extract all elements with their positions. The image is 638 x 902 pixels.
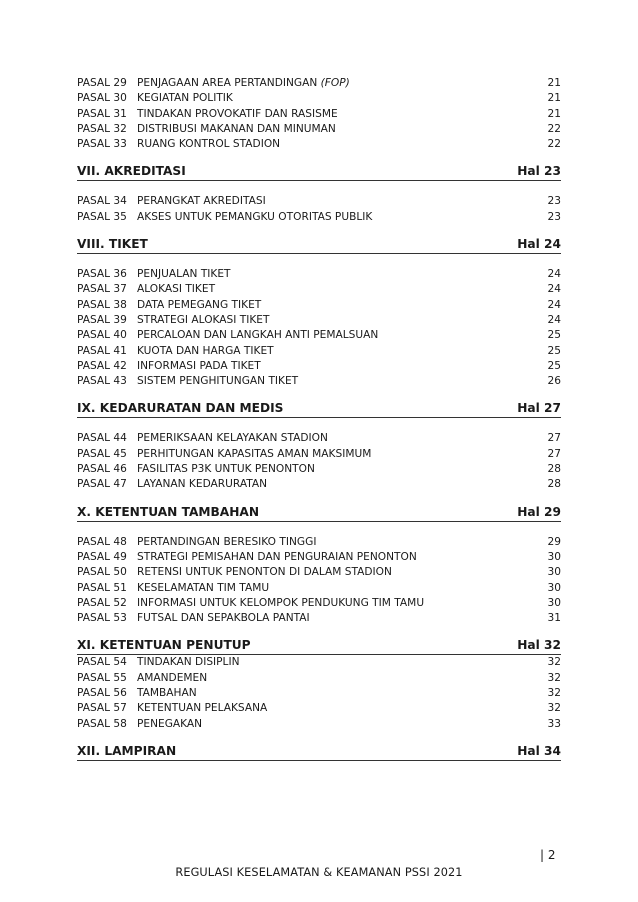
- entry-title: [137, 107, 521, 122]
- toc-section-heading: [77, 236, 561, 254]
- entry-page: 26: [547, 375, 561, 388]
- toc-entry: [77, 374, 561, 389]
- toc-entry: [77, 137, 561, 152]
- entry-number: PASAL 51: [77, 581, 127, 594]
- entry-number: PASAL 48: [77, 535, 127, 548]
- section-title: X. KETENTUAN TAMBAHAN: [77, 504, 260, 519]
- toc-entry: [77, 535, 561, 550]
- entry-title-text: PERTANDINGAN BERESIKO TINGGI: [137, 535, 317, 548]
- entry-title: [137, 91, 521, 106]
- entry-title-text: KETENTUAN PELAKSANA: [137, 702, 268, 715]
- entry-title: [137, 210, 521, 225]
- entry-number: PASAL 30: [77, 92, 127, 105]
- entry-title: [137, 359, 521, 374]
- entry-title-text: PEMERIKSAAN KELAYAKAN STADION: [137, 432, 328, 445]
- entry-title-italic: (FOP): [320, 77, 350, 89]
- entry-title-text: PERANGKAT AKREDITASI: [137, 195, 266, 208]
- entry-title-text: RUANG KONTROL STADION: [137, 138, 281, 151]
- section-page: Hal 34: [517, 743, 561, 758]
- section-title: XI. KETENTUAN PENUTUP: [77, 638, 251, 653]
- section-page: Hal 32: [517, 638, 561, 653]
- table-of-contents: [77, 76, 561, 761]
- toc-entry: [77, 717, 561, 732]
- entry-number: PASAL 42: [77, 359, 127, 372]
- toc-entry: [77, 565, 561, 580]
- entry-page: 31: [547, 612, 561, 625]
- entry-title-text: PERCALOAN DAN LANGKAH ANTI PEMALSUAN: [137, 329, 379, 342]
- entry-number: PASAL 41: [77, 344, 127, 357]
- entry-page: 25: [547, 344, 561, 357]
- toc-entry: [77, 581, 561, 596]
- toc-entry: [77, 462, 561, 477]
- entry-page: 28: [547, 478, 561, 491]
- entry-title: [137, 671, 521, 686]
- entry-number: PASAL 44: [77, 432, 127, 445]
- section-spacer: [77, 389, 561, 400]
- entry-title-text: KESELAMATAN TIM TAMU: [137, 581, 270, 594]
- entry-number: PASAL 55: [77, 671, 127, 684]
- footer-page-number: | 2: [540, 848, 556, 862]
- entry-number: PASAL 50: [77, 566, 127, 579]
- entry-title: [137, 122, 521, 137]
- entry-title-text: STRATEGI ALOKASI TIKET: [137, 313, 270, 326]
- toc-entry: [77, 655, 561, 670]
- entry-page: 21: [547, 77, 561, 89]
- entry-page: 33: [547, 717, 561, 730]
- section-title: VIII. TIKET: [77, 237, 148, 252]
- entry-title-text: STRATEGI PEMISAHAN DAN PENGURAIAN PENONTON: [137, 550, 417, 563]
- toc-entry: [77, 447, 561, 462]
- entry-number: PASAL 45: [77, 447, 127, 460]
- entry-page: 32: [547, 687, 561, 700]
- entry-number: PASAL 29: [77, 77, 127, 89]
- entry-page: 32: [547, 656, 561, 669]
- entry-title: [137, 328, 521, 343]
- entry-title-text: PENJAGAAN AREA PERTANDINGAN: [137, 77, 318, 89]
- entry-title-text: ALOKASI TIKET: [137, 283, 216, 296]
- entry-page: 30: [547, 550, 561, 563]
- entry-title-text: PERHITUNGAN KAPASITAS AMAN MAKSIMUM: [137, 447, 372, 460]
- entry-page: 27: [547, 432, 561, 445]
- toc-section-heading: [77, 637, 561, 655]
- toc-entry: [77, 344, 561, 359]
- toc-entry: [77, 76, 561, 91]
- toc-entry: [77, 701, 561, 716]
- entry-page: 29: [547, 535, 561, 548]
- toc-entry: [77, 298, 561, 313]
- toc-section-heading: [77, 400, 561, 418]
- entry-number: PASAL 49: [77, 550, 127, 563]
- toc-entry: [77, 328, 561, 343]
- entry-number: PASAL 47: [77, 478, 127, 491]
- entry-title: [137, 267, 521, 282]
- toc-section-heading: [77, 504, 561, 522]
- entry-title-text: FASILITAS P3K UNTUK PENONTON: [137, 463, 315, 476]
- entry-title: [137, 282, 521, 297]
- entry-number: PASAL 35: [77, 210, 127, 223]
- entry-title-text: SISTEM PENGHITUNGAN TIKET: [137, 375, 299, 388]
- entry-number: PASAL 33: [77, 138, 127, 151]
- entry-title: [137, 550, 521, 565]
- toc-entry: [77, 194, 561, 209]
- entry-number: PASAL 40: [77, 329, 127, 342]
- entry-title-text: KUOTA DAN HARGA TIKET: [137, 344, 274, 357]
- entry-page: 30: [547, 596, 561, 609]
- entry-page: 24: [547, 283, 561, 296]
- entry-title: [137, 374, 521, 389]
- entry-title-text: TAMBAHAN: [137, 687, 197, 700]
- entry-title-text: INFORMASI UNTUK KELOMPOK PENDUKUNG TIM TAMU: [137, 596, 425, 609]
- entry-title-text: TINDAKAN DISIPLIN: [137, 656, 240, 669]
- entry-page: 27: [547, 447, 561, 460]
- entry-title: [137, 717, 521, 732]
- entry-title: [137, 596, 521, 611]
- entry-page: 21: [547, 107, 561, 120]
- entry-number: PASAL 32: [77, 122, 127, 135]
- entry-title-text: DISTRIBUSI MAKANAN DAN MINUMAN: [137, 122, 336, 135]
- entry-title: [137, 477, 521, 492]
- entry-number: PASAL 57: [77, 702, 127, 715]
- toc-entry: [77, 596, 561, 611]
- entry-number: PASAL 38: [77, 298, 127, 311]
- section-page: Hal 24: [517, 237, 561, 252]
- entry-number: PASAL 39: [77, 313, 127, 326]
- entry-number: PASAL 53: [77, 612, 127, 625]
- entry-title-text: AMANDEMEN: [137, 671, 208, 684]
- entry-title: [137, 298, 521, 313]
- toc-entry: [77, 210, 561, 225]
- entry-number: PASAL 31: [77, 107, 127, 120]
- section-spacer: [77, 181, 561, 194]
- toc-entry: [77, 477, 561, 492]
- toc-entry: [77, 359, 561, 374]
- entry-page: 21: [547, 92, 561, 105]
- section-title: XII. LAMPIRAN: [77, 743, 177, 758]
- toc-entry: [77, 611, 561, 626]
- section-page: Hal 27: [517, 401, 561, 416]
- section-spacer: [77, 254, 561, 267]
- entry-title: [137, 655, 521, 670]
- entry-page: 23: [547, 195, 561, 208]
- toc-section-heading: [77, 743, 561, 761]
- entry-title: [137, 581, 521, 596]
- section-spacer: [77, 522, 561, 535]
- entry-title: [137, 535, 521, 550]
- entry-page: 32: [547, 702, 561, 715]
- entry-page: 22: [547, 138, 561, 151]
- entry-page: 23: [547, 210, 561, 223]
- entry-title: [137, 701, 521, 716]
- section-spacer: [77, 225, 561, 236]
- entry-title-text: INFORMASI PADA TIKET: [137, 359, 261, 372]
- entry-number: PASAL 43: [77, 375, 127, 388]
- entry-page: 24: [547, 313, 561, 326]
- entry-number: PASAL 34: [77, 195, 127, 208]
- entry-title: [137, 447, 521, 462]
- section-spacer: [77, 152, 561, 163]
- section-spacer: [77, 626, 561, 637]
- entry-title-text: PENEGAKAN: [137, 717, 203, 730]
- entry-page: 25: [547, 329, 561, 342]
- entry-page: 28: [547, 463, 561, 476]
- section-spacer: [77, 418, 561, 431]
- toc-entry: [77, 122, 561, 137]
- entry-title: [137, 686, 521, 701]
- footer-document-title: REGULASI KESELAMATAN & KEAMANAN PSSI 2021: [175, 866, 463, 879]
- entry-number: PASAL 46: [77, 463, 127, 476]
- entry-title-text: TINDAKAN PROVOKATIF DAN RASISME: [137, 107, 338, 120]
- entry-page: 32: [547, 671, 561, 684]
- entry-title: [137, 431, 521, 446]
- section-page: Hal 23: [517, 164, 561, 179]
- entry-title-text: PENJUALAN TIKET: [137, 268, 231, 281]
- toc-entry: [77, 550, 561, 565]
- section-page: Hal 29: [517, 504, 561, 519]
- entry-number: PASAL 52: [77, 596, 127, 609]
- toc-entry: [77, 282, 561, 297]
- entry-number: PASAL 56: [77, 687, 127, 700]
- toc-entry: [77, 431, 561, 446]
- entry-page: 30: [547, 566, 561, 579]
- entry-title: [137, 76, 521, 91]
- section-title: VII. AKREDITASI: [77, 164, 186, 179]
- entry-number: PASAL 37: [77, 283, 127, 296]
- entry-title-text: DATA PEMEGANG TIKET: [137, 298, 262, 311]
- entry-title-text: KEGIATAN POLITIK: [137, 92, 233, 105]
- entry-title: [137, 313, 521, 328]
- entry-title: [137, 137, 521, 152]
- entry-page: 24: [547, 268, 561, 281]
- entry-title: [137, 611, 521, 626]
- entry-title-text: AKSES UNTUK PEMANGKU OTORITAS PUBLIK: [137, 210, 373, 223]
- section-spacer: [77, 493, 561, 504]
- entry-title: [137, 194, 521, 209]
- entry-number: PASAL 36: [77, 268, 127, 281]
- toc-entry: [77, 671, 561, 686]
- entry-title: [137, 344, 521, 359]
- entry-page: 22: [547, 122, 561, 135]
- toc-section-heading: [77, 163, 561, 181]
- entry-page: 25: [547, 359, 561, 372]
- section-spacer: [77, 732, 561, 743]
- toc-entry: [77, 686, 561, 701]
- entry-title: [137, 565, 521, 580]
- entry-title: [137, 462, 521, 477]
- entry-number: PASAL 54: [77, 656, 127, 669]
- entry-page: 24: [547, 298, 561, 311]
- toc-entry: [77, 267, 561, 282]
- toc-entry: [77, 313, 561, 328]
- toc-entry: [77, 91, 561, 106]
- section-title: IX. KEDARURATAN DAN MEDIS: [77, 401, 284, 416]
- entry-page: 30: [547, 581, 561, 594]
- toc-entry: [77, 107, 561, 122]
- entry-title-text: LAYANAN KEDARURATAN: [137, 478, 268, 491]
- entry-number: PASAL 58: [77, 717, 127, 730]
- entry-title-text: RETENSI UNTUK PENONTON DI DALAM STADION: [137, 566, 392, 579]
- entry-title-text: FUTSAL DAN SEPAKBOLA PANTAI: [137, 612, 310, 625]
